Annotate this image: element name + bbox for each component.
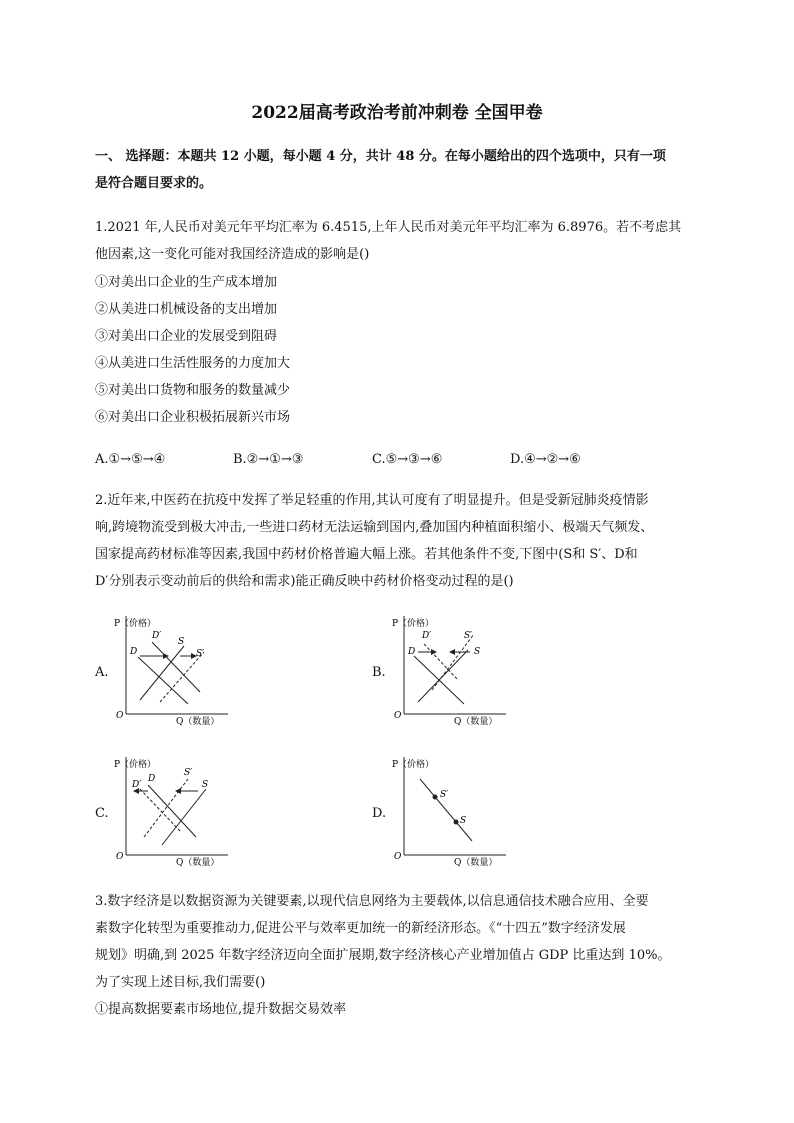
label-d-prime: D′ <box>422 631 432 641</box>
graph-c-label[interactable]: C. <box>95 806 109 821</box>
q3-stem-line2: 素数字化转型为重要推动力,促进公平与效率更加统一的新经济形态。《“十四五”数字经济发展 <box>95 921 626 936</box>
label-d-prime: D′ <box>132 780 142 790</box>
graph-a <box>110 612 230 732</box>
demand-d-prime <box>152 642 200 692</box>
q1-item-2: ②从美进口机械设备的支出增加 <box>95 302 278 317</box>
label-d: D <box>148 774 156 784</box>
point-s-prime <box>433 795 438 800</box>
q2-stem-line3: 国家提高药材标准等因素,我国中药材价格普遍大幅上涨。若其他条件不变,下图中(S和 S′、D和 <box>95 547 638 562</box>
q1-option-c[interactable]: C.⑤→③→⑥ <box>372 452 443 467</box>
q2-stem-line2: 响,跨境物流受到极大冲击,一些进口药材无法运输到国内,叠加国内种植面积缩小、极端天气频发、 <box>95 520 654 535</box>
label-d: D <box>130 647 138 657</box>
label-s: S <box>474 647 481 657</box>
q1-item-1: ①对美出口企业的生产成本增加 <box>95 275 278 290</box>
p-axis-label: P（价格） <box>392 619 435 629</box>
q1-item-4: ④从美进口生活性服务的力度加大 <box>95 356 291 371</box>
supply-s-prime <box>160 652 204 702</box>
q2-stem-line4: D′分别表示变动前后的供给和需求)能正确反映中药材价格变动过程的是() <box>95 574 514 589</box>
graph-b-label[interactable]: B. <box>372 665 386 680</box>
q1-stem-line1: 1.2021 年,人民币对美元年平均汇率为 6.4515,上年人民币对美元年平均汇率为 6.8976。若不考虑其 <box>95 220 682 235</box>
label-d-prime: D′ <box>152 631 162 641</box>
origin-label: O <box>394 852 402 862</box>
label-s-prime: S′ <box>196 649 205 659</box>
origin-label: O <box>116 852 124 862</box>
q3-stem-line4: 为了实现上述目标,我们需要() <box>95 975 266 990</box>
label-s-prime: S′ <box>464 631 473 641</box>
label-s-prime: S′ <box>184 768 193 778</box>
q1-option-b[interactable]: B.②→①→③ <box>233 452 304 467</box>
q1-item-3: ③对美出口企业的发展受到阻碍 <box>95 329 278 344</box>
q-axis-label: Q（数量） <box>176 717 220 727</box>
curve <box>420 779 472 841</box>
q-axis-label: Q（数量） <box>454 717 498 727</box>
label-s: S <box>460 816 467 826</box>
q-axis-label: Q（数量） <box>176 858 220 868</box>
page-title: 2022届高考政治考前冲刺卷 全国甲卷 <box>251 103 543 123</box>
demand-d <box>138 657 188 704</box>
q1-item-6: ⑥对美出口企业积极拓展新兴市场 <box>95 410 291 425</box>
q3-stem-line1: 3.数字经济是以数据资源为关键要素,以现代信息网络为主要载体,以信息通信技术融合应用、全要 <box>95 894 649 909</box>
p-axis-label: P（价格） <box>114 760 157 770</box>
graph-c <box>110 753 230 873</box>
origin-label: O <box>116 711 124 721</box>
q-axis-label: Q（数量） <box>454 858 498 868</box>
label-d: D <box>408 647 416 657</box>
p-axis-label: P（价格） <box>114 619 157 629</box>
q1-item-5: ⑤对美出口货物和服务的数量减少 <box>95 383 291 398</box>
q3-item-1: ①提高数据要素市场地位,提升数据交易效率 <box>95 1002 347 1017</box>
supply-s-prime <box>432 634 474 690</box>
graph-d <box>388 753 508 873</box>
q2-stem-line1: 2.近年来,中医药在抗疫中发挥了举足轻重的作用,其认可度有了明显提升。但是受新冠肺炎疫情影 <box>95 493 649 508</box>
graph-a-label[interactable]: A. <box>95 665 109 680</box>
q1-option-a[interactable]: A.①→⑤→④ <box>95 452 166 467</box>
label-s-prime: S′ <box>440 790 449 800</box>
label-s: S <box>178 637 185 647</box>
q1-option-d[interactable]: D.④→②→⑥ <box>510 452 581 467</box>
demand-d-prime <box>424 644 458 680</box>
supply-s <box>140 646 184 700</box>
demand-d-prime <box>140 789 180 831</box>
section-instructions-line1: 一、 选择题：本题共 12 小题，每小题 4 分，共计 48 分。在每小题给出的四个选项中，只有一项 <box>95 149 666 164</box>
supply-s <box>162 789 206 845</box>
q1-stem-line2: 他因素,这一变化可能对我国经济造成的影响是() <box>95 247 370 262</box>
graph-b <box>388 612 508 732</box>
point-s <box>454 820 459 825</box>
label-s: S <box>202 780 209 790</box>
graph-d-label[interactable]: D. <box>372 806 387 821</box>
p-axis-label: P（价格） <box>392 760 435 770</box>
section-instructions-line2: 是符合题目要求的。 <box>95 176 213 191</box>
origin-label: O <box>394 711 402 721</box>
q3-stem-line3: 规划》明确,到 2025 年数字经济迈向全面扩展期,数字经济核心产业增加值占 GDP 比重达到 10%。 <box>95 948 671 963</box>
